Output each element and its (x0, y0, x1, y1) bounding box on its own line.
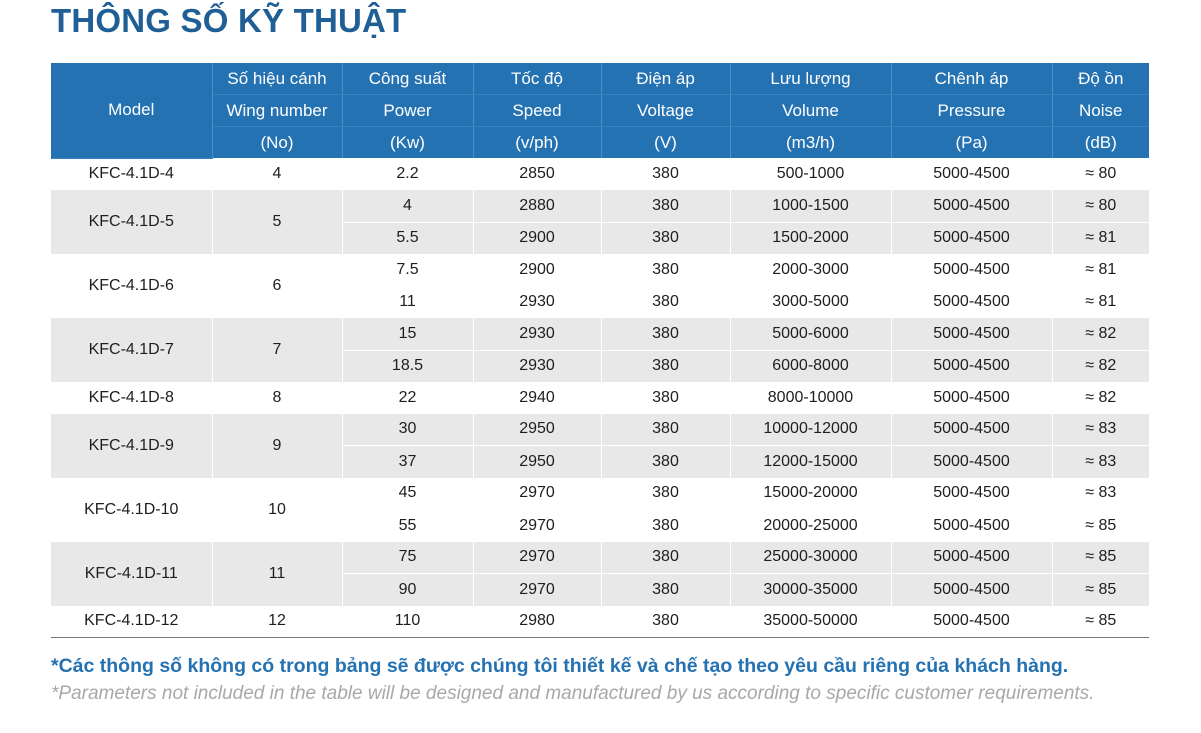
header-noise-unit: (dB) (1052, 127, 1149, 159)
cell-voltage: 380 (601, 318, 730, 350)
cell-speed: 2930 (473, 286, 601, 318)
cell-wing-number: 5 (212, 190, 342, 254)
cell-wing-number: 11 (212, 542, 342, 606)
cell-speed: 2970 (473, 542, 601, 574)
cell-wing-number: 10 (212, 478, 342, 542)
header-voltage-en: Voltage (601, 95, 730, 127)
cell-volume: 5000-6000 (730, 318, 891, 350)
table-body (51, 158, 1149, 638)
cell-volume: 30000-35000 (730, 574, 891, 606)
cell-volume: 35000-50000 (730, 606, 891, 638)
cell-voltage: 380 (601, 382, 730, 414)
header-voltage-unit: (V) (601, 127, 730, 159)
cell-model: KFC-4.1D-9 (51, 414, 212, 478)
table-row (51, 382, 1149, 414)
cell-volume: 25000-30000 (730, 542, 891, 574)
cell-pressure: 5000-4500 (891, 414, 1052, 446)
cell-voltage: 380 (601, 478, 730, 510)
cell-speed: 2950 (473, 414, 601, 446)
cell-speed: 2900 (473, 222, 601, 254)
note-english: *Parameters not included in the table will be designed and manufactured by us according to specific customer requirements. (51, 683, 1095, 704)
cell-noise: ≈ 80 (1052, 190, 1149, 222)
cell-noise: ≈ 83 (1052, 478, 1149, 510)
cell-volume: 500-1000 (730, 158, 891, 190)
page-title: THÔNG SỐ KỸ THUẬT (51, 2, 407, 39)
cell-wing-number: 8 (212, 382, 342, 414)
cell-voltage: 380 (601, 510, 730, 542)
table-row (51, 478, 1149, 510)
header-model: Model (51, 63, 212, 158)
cell-pressure: 5000-4500 (891, 382, 1052, 414)
header-row-unit (51, 127, 1149, 159)
cell-model: KFC-4.1D-11 (51, 542, 212, 606)
header-speed-en: Speed (473, 95, 601, 127)
cell-voltage: 380 (601, 254, 730, 286)
header-pressure-en: Pressure (891, 95, 1052, 127)
cell-voltage: 380 (601, 542, 730, 574)
cell-voltage: 380 (601, 606, 730, 638)
table-header (51, 63, 1149, 158)
cell-voltage: 380 (601, 350, 730, 382)
header-volume-vi: Lưu lượng (730, 63, 891, 95)
cell-pressure: 5000-4500 (891, 606, 1052, 638)
cell-volume: 12000-15000 (730, 446, 891, 478)
header-wing-unit: (No) (212, 127, 342, 159)
cell-power: 11 (342, 286, 473, 318)
cell-noise: ≈ 85 (1052, 606, 1149, 638)
cell-pressure: 5000-4500 (891, 318, 1052, 350)
cell-speed: 2970 (473, 574, 601, 606)
cell-speed: 2930 (473, 350, 601, 382)
cell-wing-number: 9 (212, 414, 342, 478)
cell-power: 4 (342, 190, 473, 222)
cell-noise: ≈ 82 (1052, 382, 1149, 414)
cell-noise: ≈ 83 (1052, 414, 1149, 446)
cell-pressure: 5000-4500 (891, 478, 1052, 510)
cell-volume: 6000-8000 (730, 350, 891, 382)
cell-noise: ≈ 82 (1052, 318, 1149, 350)
cell-model: KFC-4.1D-10 (51, 478, 212, 542)
cell-model: KFC-4.1D-5 (51, 190, 212, 254)
spec-table (51, 63, 1149, 638)
header-power-en: Power (342, 95, 473, 127)
cell-power: 45 (342, 478, 473, 510)
cell-volume: 15000-20000 (730, 478, 891, 510)
cell-model: KFC-4.1D-6 (51, 254, 212, 318)
cell-speed: 2850 (473, 158, 601, 190)
cell-power: 18.5 (342, 350, 473, 382)
cell-model: KFC-4.1D-7 (51, 318, 212, 382)
cell-power: 2.2 (342, 158, 473, 190)
header-volume-unit: (m3/h) (730, 127, 891, 159)
cell-power: 15 (342, 318, 473, 350)
cell-pressure: 5000-4500 (891, 510, 1052, 542)
header-noise-vi: Độ ồn (1052, 63, 1149, 95)
table-row (51, 542, 1149, 574)
cell-model: KFC-4.1D-4 (51, 158, 212, 190)
cell-volume: 20000-25000 (730, 510, 891, 542)
cell-pressure: 5000-4500 (891, 158, 1052, 190)
header-power-vi: Công suất (342, 63, 473, 95)
cell-pressure: 5000-4500 (891, 254, 1052, 286)
cell-model: KFC-4.1D-8 (51, 382, 212, 414)
cell-noise: ≈ 81 (1052, 254, 1149, 286)
cell-noise: ≈ 85 (1052, 542, 1149, 574)
header-wing-en: Wing number (212, 95, 342, 127)
cell-pressure: 5000-4500 (891, 286, 1052, 318)
cell-power: 30 (342, 414, 473, 446)
cell-noise: ≈ 83 (1052, 446, 1149, 478)
cell-power: 7.5 (342, 254, 473, 286)
cell-power: 55 (342, 510, 473, 542)
cell-pressure: 5000-4500 (891, 190, 1052, 222)
header-noise-en: Noise (1052, 95, 1149, 127)
cell-pressure: 5000-4500 (891, 574, 1052, 606)
cell-noise: ≈ 80 (1052, 158, 1149, 190)
cell-volume: 2000-3000 (730, 254, 891, 286)
cell-volume: 3000-5000 (730, 286, 891, 318)
cell-volume: 10000-12000 (730, 414, 891, 446)
cell-wing-number: 6 (212, 254, 342, 318)
table-row (51, 606, 1149, 638)
header-row-vi (51, 63, 1149, 95)
cell-pressure: 5000-4500 (891, 222, 1052, 254)
cell-wing-number: 12 (212, 606, 342, 638)
header-wing-vi: Số hiệu cánh (212, 63, 342, 95)
cell-volume: 8000-10000 (730, 382, 891, 414)
header-row-en (51, 95, 1149, 127)
table-row (51, 318, 1149, 350)
header-pressure-vi: Chênh áp (891, 63, 1052, 95)
cell-noise: ≈ 81 (1052, 222, 1149, 254)
cell-speed: 2970 (473, 478, 601, 510)
cell-pressure: 5000-4500 (891, 542, 1052, 574)
cell-power: 5.5 (342, 222, 473, 254)
header-speed-vi: Tốc độ (473, 63, 601, 95)
note-vietnamese: *Các thông số không có trong bảng sẽ được chúng tôi thiết kế và chế tạo theo yêu cầu riêng của khách hàng. (51, 655, 1069, 677)
cell-pressure: 5000-4500 (891, 446, 1052, 478)
table-row (51, 190, 1149, 222)
cell-voltage: 380 (601, 190, 730, 222)
cell-pressure: 5000-4500 (891, 350, 1052, 382)
cell-voltage: 380 (601, 222, 730, 254)
cell-speed: 2880 (473, 190, 601, 222)
cell-volume: 1000-1500 (730, 190, 891, 222)
header-speed-unit: (v/ph) (473, 127, 601, 159)
cell-wing-number: 4 (212, 158, 342, 190)
cell-power: 37 (342, 446, 473, 478)
header-volume-en: Volume (730, 95, 891, 127)
cell-power: 110 (342, 606, 473, 638)
table-row (51, 414, 1149, 446)
cell-noise: ≈ 85 (1052, 510, 1149, 542)
cell-noise: ≈ 81 (1052, 286, 1149, 318)
cell-voltage: 380 (601, 286, 730, 318)
cell-speed: 2900 (473, 254, 601, 286)
cell-power: 75 (342, 542, 473, 574)
cell-power: 90 (342, 574, 473, 606)
cell-speed: 2980 (473, 606, 601, 638)
cell-noise: ≈ 85 (1052, 574, 1149, 606)
cell-model: KFC-4.1D-12 (51, 606, 212, 638)
cell-speed: 2970 (473, 510, 601, 542)
cell-speed: 2930 (473, 318, 601, 350)
cell-voltage: 380 (601, 574, 730, 606)
header-power-unit: (Kw) (342, 127, 473, 159)
table-row (51, 254, 1149, 286)
table-row (51, 158, 1149, 190)
cell-voltage: 380 (601, 446, 730, 478)
cell-wing-number: 7 (212, 318, 342, 382)
cell-volume: 1500-2000 (730, 222, 891, 254)
cell-voltage: 380 (601, 414, 730, 446)
cell-speed: 2940 (473, 382, 601, 414)
cell-voltage: 380 (601, 158, 730, 190)
cell-speed: 2950 (473, 446, 601, 478)
header-voltage-vi: Điện áp (601, 63, 730, 95)
header-pressure-unit: (Pa) (891, 127, 1052, 159)
cell-power: 22 (342, 382, 473, 414)
cell-noise: ≈ 82 (1052, 350, 1149, 382)
